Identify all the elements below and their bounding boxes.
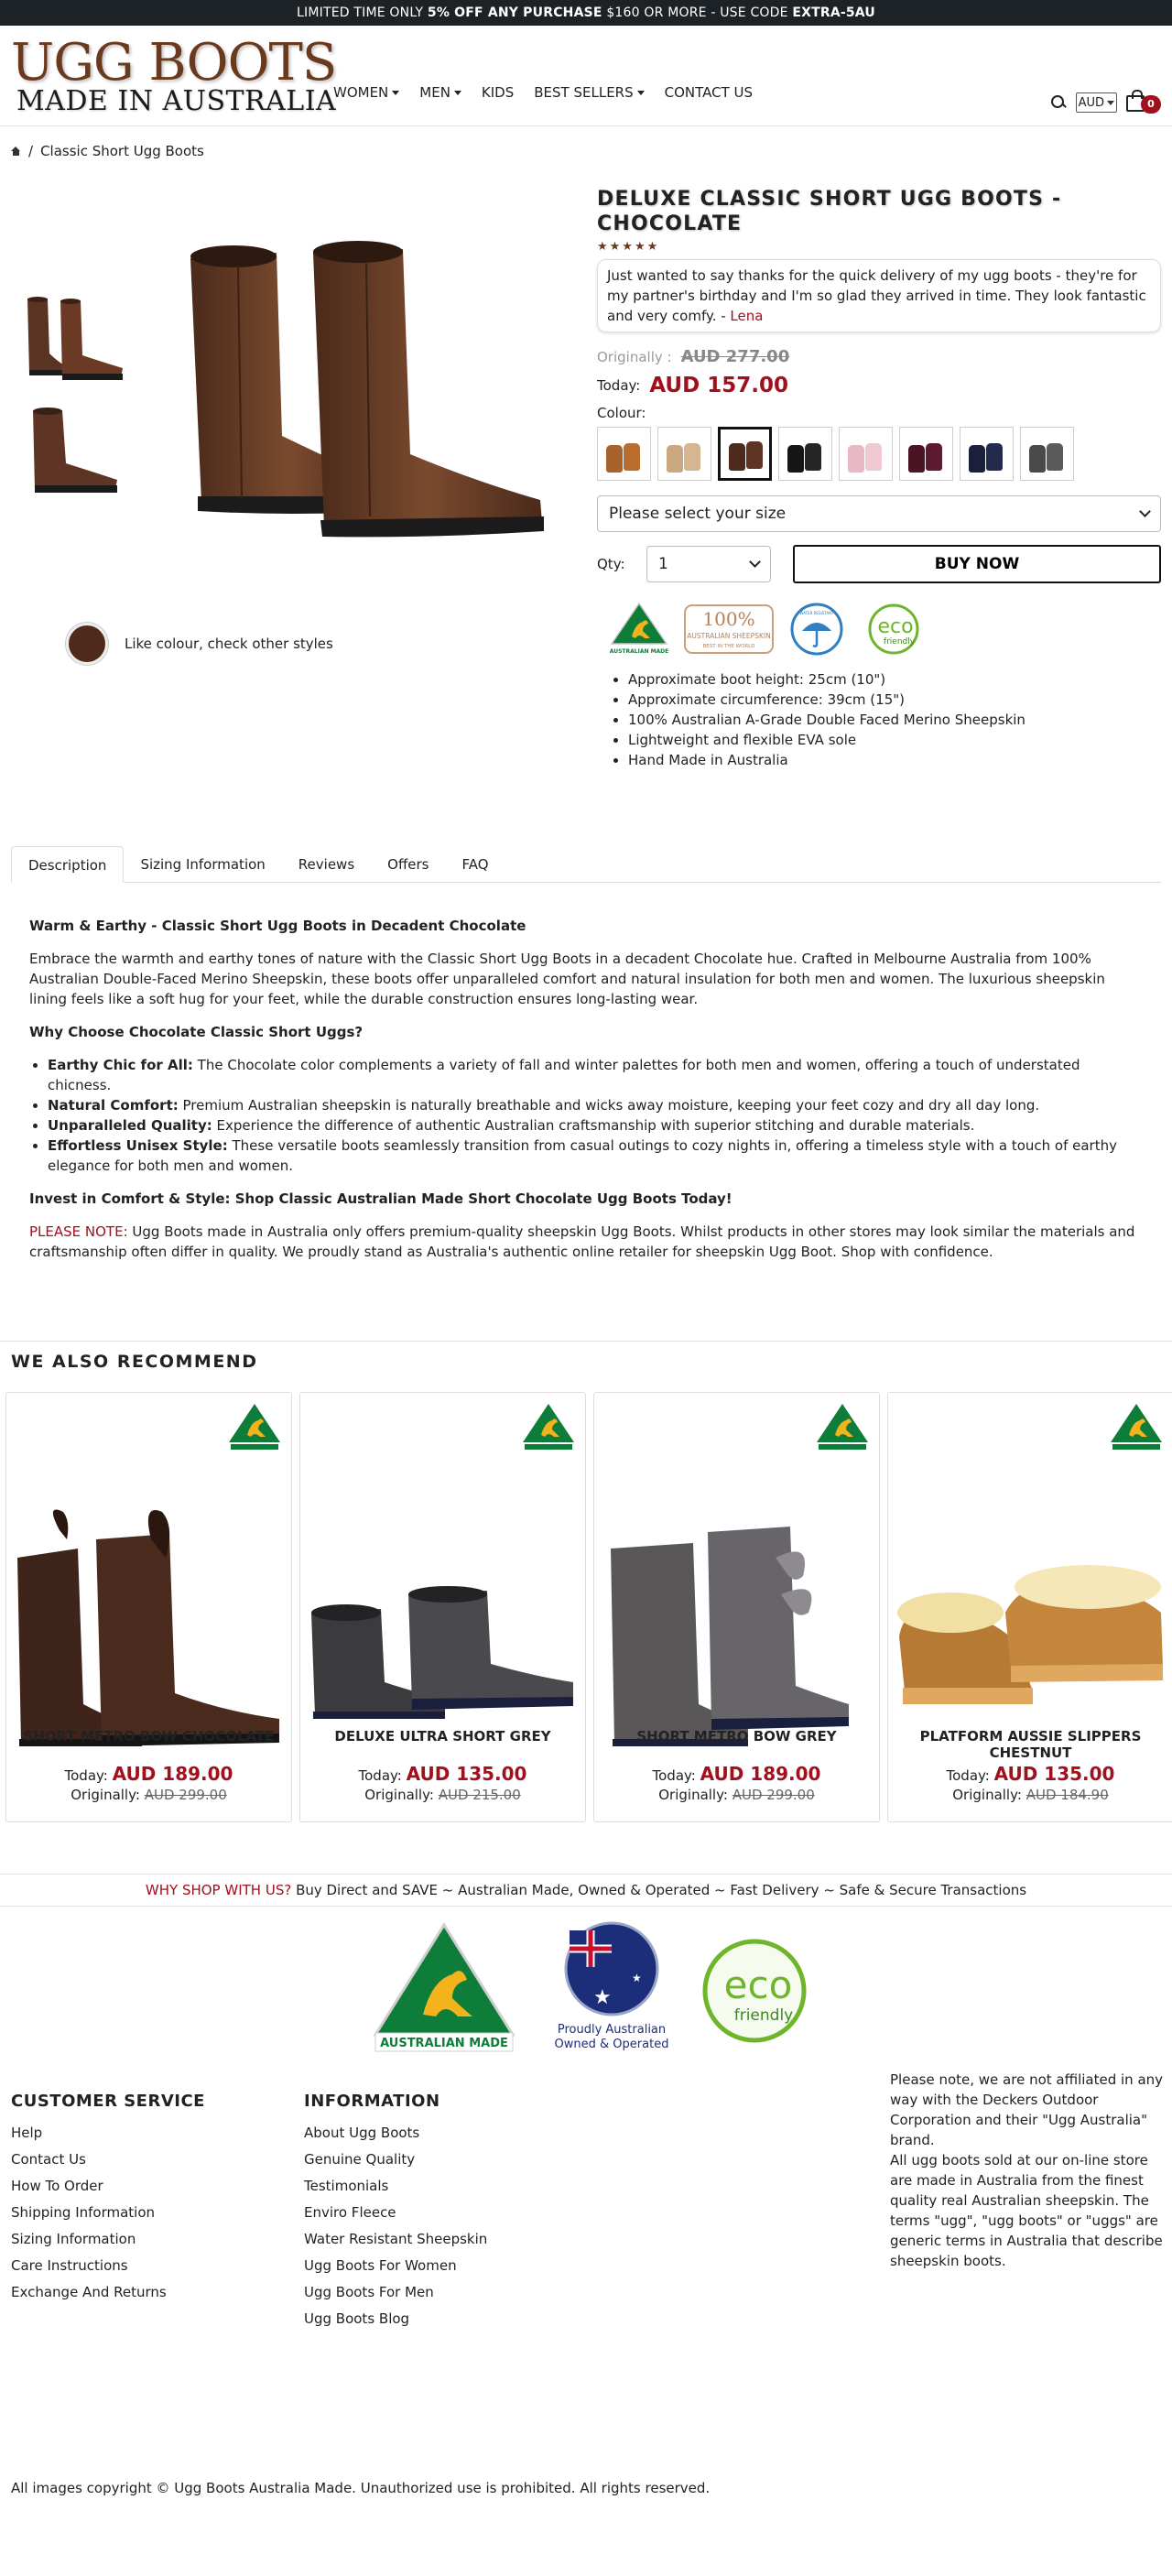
today-price: AUD 135.00 [993,1763,1115,1785]
product-card-name: SHORT METRO BOW GREY [636,1728,837,1745]
footer-link-women[interactable]: Ugg Boots For Women [304,2257,457,2274]
feature-item: • 100% Australian A-Grade Double Faced Merino Sheepskin [628,710,1161,730]
footer-link-blog[interactable]: Ugg Boots Blog [304,2310,410,2327]
nav-contact-us[interactable] [665,84,753,101]
footer-link-men[interactable]: Ugg Boots For Men [304,2284,434,2300]
review-dash: - [716,308,731,324]
caret-down-icon [637,91,645,95]
caret-down-icon [1107,101,1114,105]
caret-down-icon [392,91,399,95]
footer-link-sizing[interactable]: Sizing Information [11,2231,136,2247]
description-intro: Embrace the warmth and earthy tones of nature with the Classic Short Ugg Boots in a decadent Chocolate hue. Crafted in Melbourne Australia from 100% Australian Double-Faced Merino Sheepskin, these boots offer unparalleled comfort and natural insulation for both men and women. The luxurious sheepskin lining feels like a soft hug for your feet, while the durable construction ensures long-lasting wear. [29,951,1105,1007]
today-price: AUD 157.00 [649,374,788,397]
tab-sizing-information[interactable]: Sizing Information [140,856,266,873]
svg-text:AUSTRALIAN MADE: AUSTRALIAN MADE [380,2037,508,2050]
nav-contact-label: CONTACT US [664,84,754,101]
point-text: The Chocolate color complements a variety of fall and winter palettes for both men and women, offering a touch of understated chicness. [48,1057,1080,1093]
why-shop-banner [0,1874,1172,1907]
caret-down-icon [454,91,461,95]
promo-prefix: LIMITED TIME ONLY [297,5,428,20]
owned-operated-logo-icon [555,1923,669,2051]
quantity-select[interactable] [646,546,771,582]
orig-label: Originally: [658,1787,728,1803]
recommend-cards [5,1392,1172,1822]
footer-link-quality[interactable]: Genuine Quality [304,2151,416,2168]
qty-label: Qty: [597,556,625,572]
product-image [895,1475,1166,1750]
product-card-name: SHORT METRO BOW CHOCOLATE [23,1728,275,1745]
footer-information [304,2088,487,2332]
orig-label: Originally: [71,1787,140,1803]
orig-price: AUD 184.90 [1026,1787,1109,1803]
nav-men-label: MEN [419,84,450,101]
nav-best-sellers[interactable] [534,84,644,101]
product-info [597,187,1161,770]
swatch-navy[interactable] [960,427,1014,481]
product-image [602,1475,872,1750]
product-title: DELUXE CLASSIC SHORT UGG BOOTS - CHOCOLATE [597,188,1062,235]
list-item [48,1055,1143,1095]
review-text: Just wanted to say thanks for the quick delivery of my ugg boots - they're for my partner's birthday and I'm so glad they arrived in time. They look fantastic and very comfy. [607,267,1146,324]
today-price: AUD 189.00 [112,1763,233,1785]
footer-link-how-to-order[interactable]: How To Order [11,2178,103,2194]
eco-friendly-logo-icon [705,1941,804,2040]
point-text: These versatile boots seamlessly transition from casual outings to cozy nights in, offering a timeless style with a touch of earthy elegance for both men and women. [48,1137,1117,1174]
product-card[interactable] [887,1392,1172,1822]
chocolate-colour-dot [66,623,108,665]
orig-label: Originally: [364,1787,434,1803]
water-resistant-badge-icon [789,602,844,657]
product-card-original [6,1787,291,1803]
promo-bar [0,0,1172,26]
product-card-original [594,1787,879,1803]
today-label: Today: [946,1767,990,1784]
thumbnail-pair[interactable] [20,289,132,390]
orig-price: AUD 215.00 [438,1787,521,1803]
point-text: Experience the difference of authentic Australian craftsmanship with superior stitching and durable materials. [212,1117,975,1134]
svg-text:eco: eco [723,1962,793,2007]
promo-mid: $160 OR MORE - USE CODE [602,5,793,20]
svg-text:BEST IN THE WORLD: BEST IN THE WORLD [702,644,755,649]
original-price-row [597,347,1161,366]
quality-badges [597,602,1161,657]
feature-item: • Approximate boot height: 25cm (10") [628,669,1161,690]
footer-link-returns[interactable]: Exchange And Returns [11,2284,167,2300]
site-header [0,26,1172,126]
swatch-chocolate[interactable] [718,427,772,481]
home-icon[interactable] [11,147,21,156]
thumbnail-single[interactable] [20,399,132,500]
product-card-name: PLATFORM AUSSIE SLIPPERS CHESTNUT [919,1728,1142,1761]
orig-price: AUD 299.00 [732,1787,815,1803]
rating-stars: ★★★★★ [597,240,660,254]
footer-disclaimer [890,2070,1165,2271]
disclaimer-2: All ugg boots sold at our on-line store are made in Australia from the finest quality real Australian sheepskin. The terms "ugg", "ugg boots" or "uggs" are generic terms in Australia that describe sheepskin boots. [890,2152,1163,2269]
cart-button[interactable] [1126,90,1161,115]
footer-link-shipping[interactable]: Shipping Information [11,2204,156,2221]
logo-line-1: UGG BOOTS [11,33,337,92]
svg-text:★: ★ [593,1986,612,2009]
footer-customer-service [11,2088,205,2306]
point-title: Unparalleled Quality: [48,1117,212,1134]
svg-text:100%: 100% [702,608,755,630]
svg-text:Proudly Australian: Proudly Australian [557,2023,667,2037]
product-card-today [888,1763,1172,1785]
product-image [14,1475,284,1750]
tab-faq[interactable]: FAQ [461,856,489,873]
colour-label: Colour: [597,405,646,421]
today-label: Today: [64,1767,108,1784]
australian-made-icon [521,1402,576,1453]
why-shop-label: WHY SHOP WITH US? [145,1882,292,1898]
feature-item: • Lightweight and flexible EVA sole [628,730,1161,750]
today-label: Today: [358,1767,402,1784]
nav-women[interactable] [333,84,399,101]
footer-link-about[interactable]: About Ugg Boots [304,2125,420,2141]
orig-label: Originally: [952,1787,1022,1803]
point-title: Effortless Unisex Style: [48,1137,228,1154]
product-card-original [300,1787,585,1803]
product-card[interactable] [5,1392,292,1822]
header-tools [1050,90,1161,115]
feature-item: • Approximate circumference: 39cm (15") [628,690,1161,710]
breadcrumb [11,143,204,159]
product-image [308,1475,578,1750]
australian-made-icon [1109,1402,1164,1453]
swatch-sand[interactable] [657,427,711,481]
point-text: Premium Australian sheepskin is naturally breathable and wicks away moisture, keeping your feet cozy and dry all day long. [178,1097,1040,1114]
swatch-burgundy[interactable] [899,427,953,481]
australian-made-badge-icon [610,602,668,657]
swatch-note-text: Like colour, check other styles [125,636,333,652]
svg-text:AUSTRALIAN SHEEPSKIN: AUSTRALIAN SHEEPSKIN [687,632,771,640]
product-thumbnails [20,289,132,509]
today-price: AUD 189.00 [700,1763,821,1785]
product-card-today [594,1763,879,1785]
please-note [29,1222,1143,1262]
review-author: Lena [730,308,764,324]
list-item [48,1136,1143,1176]
logo-line-2: MADE IN AUSTRALIA [16,85,337,117]
svg-text:WATER RESISTANT: WATER RESISTANT [799,611,834,615]
australian-made-icon [227,1402,282,1453]
eco-friendly-badge-icon [857,602,932,657]
product-card-today [300,1763,585,1785]
footer-heading: CUSTOMER SERVICE [11,2092,205,2111]
product-card[interactable] [593,1392,880,1822]
quantity-row [597,545,1161,583]
currency-value: AUD [1078,95,1104,110]
nav-men[interactable] [419,84,461,101]
product-card-original [888,1787,1172,1803]
search-icon[interactable] [1050,94,1067,111]
cart-count-badge: 0 [1141,95,1161,114]
promo-offer: 5% OFF ANY PURCHASE [427,5,602,20]
footer-link-contact[interactable]: Contact Us [11,2151,86,2168]
recommend-title: WE ALSO RECOMMEND [11,1352,258,1372]
svg-text:friendly: friendly [883,637,916,647]
svg-text:★: ★ [632,1972,642,1984]
australian-sheepskin-badge-icon [681,602,776,657]
product-main-image[interactable] [174,225,568,582]
tab-offers[interactable]: Offers [387,856,429,873]
product-tabs [11,846,1161,883]
why-choose-list [29,1055,1143,1176]
description-panel [29,916,1143,1275]
footer-heading: INFORMATION [304,2092,440,2111]
qty-value: 1 [658,555,668,573]
point-title: Earthy Chic for All: [48,1057,193,1073]
nav-best-sellers-label: BEST SELLERS [534,84,634,101]
product-card[interactable] [299,1392,586,1822]
svg-text:friendly: friendly [733,2006,794,2025]
today-price-row [597,374,1161,397]
why-shop-text: Buy Direct and SAVE ~ Australian Made, Owned & Operated ~ Fast Delivery ~ Safe & Secure Transactions [291,1882,1027,1898]
orig-price: AUD 299.00 [144,1787,227,1803]
footer-link-water-resistant[interactable]: Water Resistant Sheepskin [304,2231,488,2247]
australian-made-logo-icon [375,1925,513,2051]
size-select-placeholder: Please select your size [609,505,787,523]
please-note-text: Ugg Boots made in Australia only offers premium-quality sheepskin Ugg Boots. Whilst products in other stores may look similar the materials and craftsmanship often differ in quality. We proudly stand as Australia's authentic online retailer for sheepskin Ugg Boot. Shop with confidence. [29,1223,1135,1260]
product-card-today [6,1763,291,1785]
footer-link-testimonials[interactable]: Testimonials [304,2178,389,2194]
chevron-down-icon [1139,505,1151,517]
original-price: AUD 277.00 [680,347,790,366]
footer-link-help[interactable]: Help [11,2125,43,2141]
breadcrumb-separator: / [28,143,34,159]
why-choose-heading: Why Choose Chocolate Classic Short Uggs? [29,1024,364,1040]
site-logo[interactable] [11,33,337,117]
main-nav [333,84,753,101]
svg-text:eco: eco [877,615,914,638]
list-item [48,1095,1143,1115]
disclaimer-1: Please note, we are not affiliated in any way with the Deckers Outdoor Corporation and their "Ugg Australia" brand. [890,2071,1164,2148]
please-note-label: PLEASE NOTE: [29,1223,128,1240]
chevron-down-icon [749,556,761,568]
nav-women-label: WOMEN [333,84,389,101]
footer-logos [366,1918,824,2055]
product-features [597,669,1161,770]
australian-made-icon [815,1402,870,1453]
original-price-label: Originally : [597,348,672,365]
swatch-black[interactable] [778,427,832,481]
currency-select[interactable] [1076,92,1117,113]
section-divider [0,1341,1172,1342]
point-title: Natural Comfort: [48,1097,179,1114]
review-quote [597,259,1161,332]
swatch-pink[interactable] [839,427,893,481]
promo-code: EXTRA-5AU [792,5,875,20]
buy-now-button[interactable]: BUY NOW [793,545,1161,583]
feature-item: • Hand Made in Australia [628,750,1161,770]
colour-swatch-note[interactable] [66,623,333,665]
cta-heading: Invest in Comfort & Style: Shop Classic Australian Made Short Chocolate Ugg Boots Today! [29,1190,732,1207]
tab-reviews[interactable]: Reviews [298,856,355,873]
swatch-chestnut[interactable] [597,427,651,481]
svg-text:AUSTRALIAN MADE: AUSTRALIAN MADE [610,648,668,655]
size-select[interactable] [597,495,1161,532]
breadcrumb-current[interactable]: Classic Short Ugg Boots [40,143,204,159]
product-card-name: DELUXE ULTRA SHORT GREY [334,1728,551,1745]
colour-swatches [597,427,1161,481]
description-heading: Warm & Earthy - Classic Short Ugg Boots in Decadent Chocolate [29,918,526,934]
nav-kids-label: KIDS [481,84,515,101]
nav-kids[interactable] [482,84,514,101]
today-price: AUD 135.00 [406,1763,527,1785]
today-price-label: Today: [597,377,641,394]
swatch-grey[interactable] [1020,427,1074,481]
list-item [48,1115,1143,1136]
footer-link-enviro-fleece[interactable]: Enviro Fleece [304,2204,396,2221]
today-label: Today: [652,1767,696,1784]
footer-link-care[interactable]: Care Instructions [11,2257,128,2274]
svg-text:Owned & Operated: Owned & Operated [554,2038,669,2051]
copyright: All images copyright © Ugg Boots Australia Made. Unauthorized use is prohibited. All rights reserved. [11,2480,711,2496]
tab-description[interactable]: Description [11,846,124,883]
